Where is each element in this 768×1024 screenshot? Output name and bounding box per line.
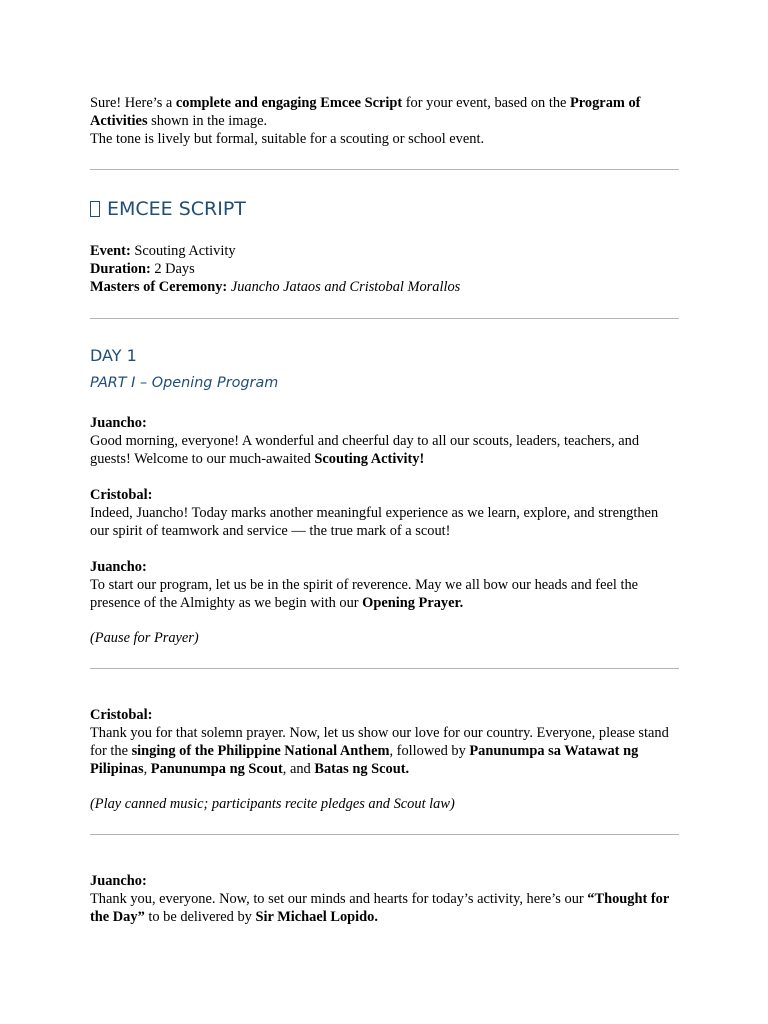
speaker-name	[90, 558, 679, 576]
divider	[90, 169, 679, 170]
speaker-line	[90, 576, 679, 612]
line-bold: Panunumpa sa Watawat ng Pilipinas	[90, 743, 639, 777]
duration-label: Duration:	[90, 261, 151, 277]
intro-text: Sure! Here’s a	[90, 95, 176, 111]
intro-bold-program: Program of Activities	[90, 95, 641, 129]
masters-label: Masters of Ceremony:	[90, 279, 228, 295]
missing-glyph-icon	[90, 201, 100, 217]
document-page	[90, 94, 679, 926]
page-title-text: EMCEE SCRIPT	[107, 198, 246, 220]
line-text: , and	[282, 761, 315, 777]
event-value: Scouting Activity	[130, 243, 236, 259]
line-text: ,	[143, 761, 151, 777]
intro-line-2: The tone is lively but formal, suitable for a scouting or school event.	[90, 131, 485, 147]
masters-value: Juancho Jataos and Cristobal Morallos	[230, 279, 461, 295]
speaker-juancho: Juancho:	[90, 873, 147, 889]
speaker-name	[90, 872, 679, 890]
event-label: Event:	[90, 243, 131, 259]
intro-text: for your event, based on the	[402, 95, 570, 111]
speaker-name	[90, 486, 679, 504]
script-block-1	[90, 414, 679, 468]
speaker-line: Indeed, Juancho! Today marks another meaningful experience as we learn, explore, and strengthen our spirit of teamwork and service — the true mark of a scout!	[90, 505, 659, 539]
stage-note	[90, 629, 679, 647]
masters-line	[90, 278, 679, 296]
duration-line	[90, 260, 679, 278]
event-details	[90, 242, 679, 296]
line-bold: “Thought for the Day”	[90, 891, 669, 925]
speaker-name	[90, 706, 679, 724]
line-text: , followed by	[389, 743, 470, 759]
line-text: Thank you for that solemn prayer. Now, let us show our love for our country. Everyone, please stand for the	[90, 725, 669, 759]
speaker-line	[90, 724, 679, 778]
script-block-3	[90, 558, 679, 647]
speaker-line	[90, 432, 679, 468]
line-bold: Batas ng Scout.	[314, 761, 410, 777]
speaker-cristobal: Cristobal:	[90, 487, 153, 503]
line-bold: singing of the Philippine National Anthem	[131, 743, 390, 759]
intro-bold-emcee-script: complete and engaging Emcee Script	[175, 95, 403, 111]
line-text: To start our program, let us be in the spirit of reverence. May we all bow our heads and feel the presence of the Almighty as we begin with our	[90, 577, 639, 611]
part-heading: PART I – Opening Program	[90, 375, 279, 391]
stage-note	[90, 795, 679, 813]
page-title	[90, 197, 679, 221]
line-bold: Panunumpa ng Scout	[150, 761, 283, 777]
stage-note-text: (Play canned music; participants recite pledges and Scout law)	[90, 796, 455, 812]
speaker-juancho: Juancho:	[90, 415, 147, 431]
intro-text: shown in the image.	[147, 113, 268, 129]
divider	[90, 834, 679, 835]
day-heading: DAY 1	[90, 346, 137, 365]
line-bold: Scouting Activity!	[314, 451, 425, 467]
line-text: Thank you, everyone. Now, to set our minds and hearts for today’s activity, here’s our	[90, 891, 588, 907]
line-bold: Sir Michael Lopido.	[255, 909, 378, 925]
script-block-4	[90, 706, 679, 813]
line-text: to be delivered by	[144, 909, 256, 925]
script-block-5	[90, 872, 679, 926]
stage-note-text: (Pause for Prayer)	[90, 630, 199, 646]
speaker-line	[90, 890, 679, 926]
line-bold: Opening Prayer.	[362, 595, 464, 611]
script-block-2	[90, 486, 679, 540]
line-text: Good morning, everyone! A wonderful and cheerful day to all our scouts, leaders, teachers, and guests! Welcome to our much-awaited	[90, 433, 640, 467]
divider	[90, 318, 679, 319]
intro-line-1	[90, 94, 679, 130]
speaker-name	[90, 414, 679, 432]
event-line	[90, 242, 679, 260]
speaker-juancho: Juancho:	[90, 559, 147, 575]
divider	[90, 668, 679, 669]
speaker-cristobal: Cristobal:	[90, 707, 153, 723]
intro-paragraph	[90, 94, 679, 148]
duration-value: 2 Days	[150, 261, 195, 277]
